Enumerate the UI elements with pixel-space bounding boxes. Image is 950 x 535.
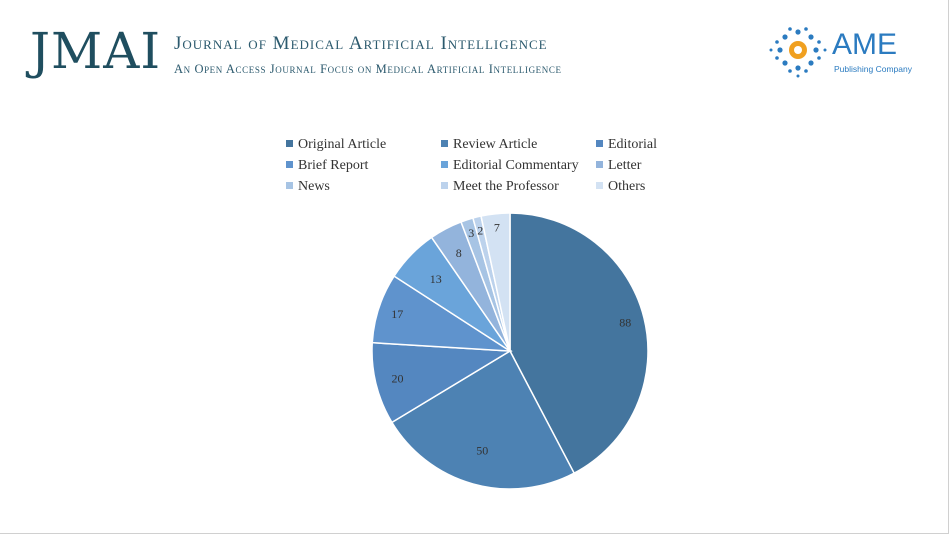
legend-swatch [286,140,293,147]
legend-item [286,158,368,173]
legend-label: Meet the Professor [453,179,559,194]
journal-title: Journal of Medical Artificial Intelligence [174,33,548,54]
legend-label: Others [608,179,646,194]
legend-swatch [286,182,293,189]
legend-swatch [441,161,448,168]
legend-label: Original Article [298,137,387,152]
legend-item [286,137,386,152]
chart-legend [286,137,657,194]
legend-item [441,158,579,173]
data-label: 7 [493,220,500,235]
publisher-name: AME [832,28,898,61]
legend-item [596,179,645,194]
legend-label: Letter [608,158,642,173]
legend-swatch [441,182,448,189]
legend-item [596,137,657,152]
legend-label: News [298,179,330,194]
data-label: 20 [391,371,404,386]
data-label: 8 [455,246,462,261]
pie-slices [372,213,648,489]
data-label: 50 [476,443,489,458]
legend-item [286,179,330,194]
legend-swatch [286,161,293,168]
legend-label: Review Article [453,137,538,152]
legend-swatch [596,161,603,168]
legend-item [441,137,537,152]
legend-item [596,158,642,173]
data-label: 2 [477,223,484,238]
legend-item [441,179,559,194]
legend-label: Editorial [608,137,657,152]
publisher-subtitle: Publishing Company [834,64,912,74]
data-label: 17 [391,306,404,321]
journal-logo: JMAI [30,22,162,80]
data-label: 3 [468,225,475,240]
legend-swatch [441,140,448,147]
legend-swatch [596,140,603,147]
data-label: 13 [429,271,442,286]
legend-swatch [596,182,603,189]
legend-label: Editorial Commentary [453,158,579,173]
journal-subtitle: An Open Access Journal Focus on Medical Artificial Intelligence [174,62,562,76]
legend-label: Brief Report [298,158,369,173]
data-label: 88 [619,315,632,330]
